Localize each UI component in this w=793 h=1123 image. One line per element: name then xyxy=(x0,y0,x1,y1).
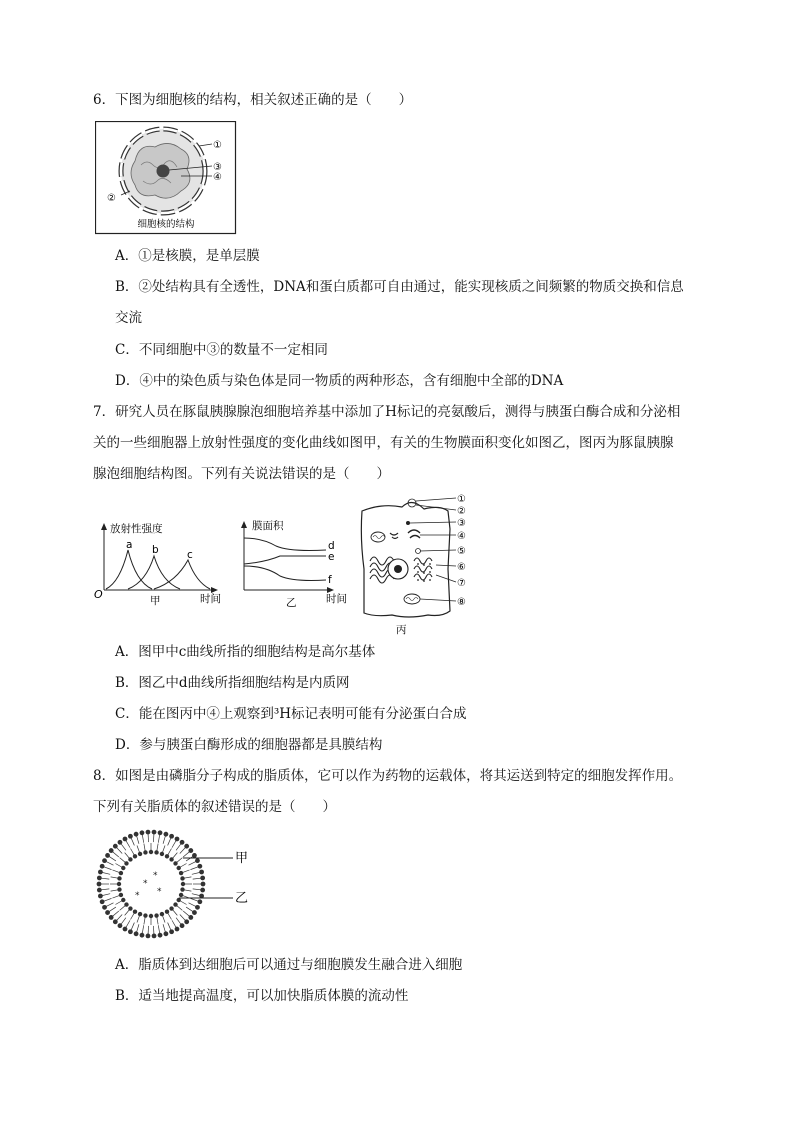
q7-jia-curve-b: b xyxy=(152,544,159,556)
q7-yi-curve-e: e xyxy=(328,551,335,563)
q6-figure-nucleus xyxy=(95,121,237,235)
q7-bing-label-2: ② xyxy=(457,506,466,517)
q7-jia-ylabel: 放射性强度 xyxy=(110,523,163,535)
q6-option-b: B．②处结构具有全透性，DNA和蛋白质都可自由通过，能实现核质之间频繁的物质交换和信息 xyxy=(115,279,684,295)
q7-jia-curve-c: c xyxy=(187,549,193,561)
q7-stem-line1: 7．研究人员在豚鼠胰腺腺泡细胞培养基中添加了H标记的亮氨酸后，测得与胰蛋白酶合成和分泌相 xyxy=(93,404,681,420)
q8-option-b: B．适当地提高温度，可以加快脂质体膜的流动性 xyxy=(115,988,409,1004)
q8-label-jia: 甲 xyxy=(235,851,249,866)
q6-option-a: A．①是核膜，是单层膜 xyxy=(115,248,260,264)
q7-yi-name: 乙 xyxy=(286,597,297,608)
q7-yi-curve-d: d xyxy=(328,540,335,552)
q7-jia-origin: O xyxy=(94,588,103,601)
q7-option-d: D．参与胰蛋白酶形成的细胞器都是具膜结构 xyxy=(115,737,383,753)
q6-label-1: ① xyxy=(213,140,222,151)
svg-text:*: * xyxy=(135,891,140,901)
q7-yi-ylabel: 膜面积 xyxy=(252,520,284,532)
q6-label-3: ③ xyxy=(213,162,222,173)
q7-stem-line3: 腺泡细胞结构图。下列有关说法错误的是（ ） xyxy=(93,466,390,482)
q6-stem: 6．下图为细胞核的结构，相关叙述正确的是（ ） xyxy=(93,92,413,108)
q6-option-c: C．不同细胞中③的数量不一定相同 xyxy=(115,342,328,358)
q8-stem-line2: 下列有关脂质体的叙述错误的是（ ） xyxy=(93,799,336,815)
q8-stem-line1: 8．如图是由磷脂分子构成的脂质体，它可以作为药物的运载体，将其运送到特定的细胞发挥作用。 xyxy=(93,768,683,784)
q6-figure-caption: 细胞核的结构 xyxy=(137,219,195,230)
q6-label-2: ② xyxy=(107,193,116,204)
q7-stem-line2: 关的一些细胞器上放射性强度的变化曲线如图甲，有关的生物膜面积变化如图乙，图丙为豚鼠胰腺 xyxy=(93,435,674,451)
q6-option-d: D．④中的染色质与染色体是同一物质的两种形态，含有细胞中全部的DNA xyxy=(115,373,564,389)
q7-jia-name: 甲 xyxy=(150,595,161,607)
q7-bing-label-8: ⑧ xyxy=(457,597,466,608)
q8-option-a: A．脂质体到达细胞后可以通过与细胞膜发生融合进入细胞 xyxy=(115,957,463,973)
q7-jia-curve-a: a xyxy=(126,539,133,551)
q6-label-4: ④ xyxy=(213,172,222,183)
q7-bing-name: 丙 xyxy=(396,624,407,636)
q7-yi-xlabel: 时间 xyxy=(326,593,347,605)
q8-figure-liposome xyxy=(95,828,265,940)
svg-text:*: * xyxy=(157,887,162,897)
q7-bing-label-6: ⑥ xyxy=(457,562,466,573)
q7-bing-label-1: ① xyxy=(457,494,466,505)
q7-bing-label-5: ⑤ xyxy=(457,546,466,557)
q7-bing-label-7: ⑦ xyxy=(457,578,466,589)
q7-jia-xlabel: 时间 xyxy=(200,593,221,605)
q7-bing-label-4: ④ xyxy=(457,531,466,542)
q7-option-c: C．能在图丙中④上观察到³H标记表明可能有分泌蛋白合成 xyxy=(115,706,467,722)
q7-option-b: B．图乙中d曲线所指细胞结构是内质网 xyxy=(115,675,350,691)
q6-option-b-cont: 交流 xyxy=(115,310,142,326)
svg-text:*: * xyxy=(143,879,148,889)
q7-yi-curve-f: f xyxy=(328,574,332,586)
q7-figure-yi xyxy=(236,516,358,608)
q7-option-a: A．图甲中c曲线所指的细胞结构是高尔基体 xyxy=(115,644,376,660)
q8-label-yi: 乙 xyxy=(235,891,249,906)
q7-figure-jia xyxy=(92,520,232,608)
q7-figure-bing xyxy=(352,489,480,637)
q7-bing-label-3: ③ xyxy=(457,518,466,529)
svg-text:*: * xyxy=(153,871,158,881)
